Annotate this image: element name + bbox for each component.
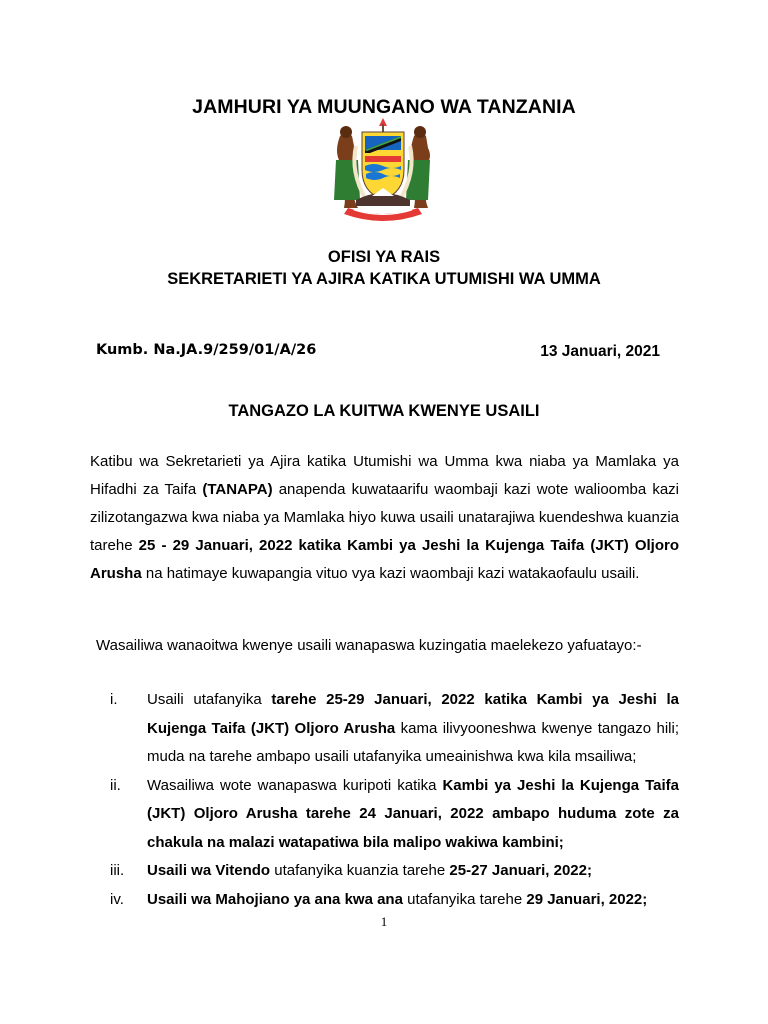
paragraph-text: Katibu wa Sekretarieti ya Ajira katika Utumishi wa Umma kwa niaba ya Mamlaka ya Hifadhi za Taifa xyxy=(90,453,679,498)
list-item-number: ii. xyxy=(110,776,121,794)
paragraph-bold: 25 - 29 Januari, 2022 katika Kambi ya Jeshi la Kujenga Taifa (JKT) Oljoro Arusha xyxy=(90,537,679,582)
list-item-text: utafanyika tarehe xyxy=(402,890,527,908)
list-item xyxy=(90,857,679,886)
office-line-2: SEKRETARIETI YA AJIRA KATIKA UTUMISHI WA UMMA xyxy=(167,270,601,288)
body-paragraph xyxy=(90,448,679,588)
list-item-text: Wasailiwa wote wanapaswa kuripoti katika xyxy=(147,776,443,794)
list-item xyxy=(90,772,679,858)
instructions-intro: Wasailiwa wanaoitwa kwenye usaili wanapaswa kuzingatia maelekezo yafuatayo:- xyxy=(96,637,642,654)
list-item-text: utafanyika kuanzia tarehe xyxy=(270,862,450,879)
list-item-text: Usaili utafanyika xyxy=(147,691,272,708)
paragraph-text: na hatimaye kuwapangia vituo vya kazi waombaji kazi watakaofaulu usaili. xyxy=(141,565,640,582)
list-item-number: iii. xyxy=(110,862,125,879)
list-item xyxy=(90,886,679,915)
list-item-bold: tarehe 25-29 Januari, 2022 katika Kambi ya Jeshi la Kujenga Taifa (JKT) Oljoro Arusha xyxy=(147,691,680,737)
list-item-bold: Usaili wa Mahojiano ya ana kwa ana xyxy=(147,890,403,908)
country-title: JAMHURI YA MUUNGANO WA TANZANIA xyxy=(192,96,576,118)
paragraph-bold: (TANAPA) xyxy=(202,481,273,498)
document-date: 13 Januari, 2021 xyxy=(540,343,660,360)
reference-number: Kumb. Na.JA.9/259/01/A/26 xyxy=(96,342,317,358)
list-item-bold: 25-27 Januari, 2022; xyxy=(449,862,592,879)
list-item-bold: Kambi ya Jeshi la Kujenga Taifa (JKT) Oljoro Arusha tarehe 24 Januari, 2022 ambapo huduma zote za chakula na malazi watapatiwa bila malipo wakiwa kambini; xyxy=(147,776,679,851)
coat-of-arms-icon xyxy=(326,116,440,222)
page-number: 1 xyxy=(380,914,388,929)
instructions-list xyxy=(90,686,679,914)
list-item-text: kama ilivyooneshwa kwenye tangazo hili; muda na tarehe ambapo usaili utafanyika umeainishwa kwa kila msailiwa; xyxy=(147,719,679,765)
list-item-bold: Usaili wa Vitendo xyxy=(147,862,271,879)
paragraph-text: anapenda kuwataarifu waombaji kazi wote walioomba kazi zilizotangazwa kwa niaba ya Mamlaka hiyo kuwa usaili unatarajiwa kuendeshwa kuanzia tarehe xyxy=(90,481,680,554)
list-item-number: i. xyxy=(110,691,118,708)
list-item-bold: 29 Januari, 2022; xyxy=(526,890,648,908)
list-item-number: iv. xyxy=(110,890,124,908)
list-item xyxy=(90,686,679,772)
office-line-1: OFISI YA RAIS xyxy=(327,248,441,266)
notice-heading: TANGAZO LA KUITWA KWENYE USAILI xyxy=(228,402,540,420)
